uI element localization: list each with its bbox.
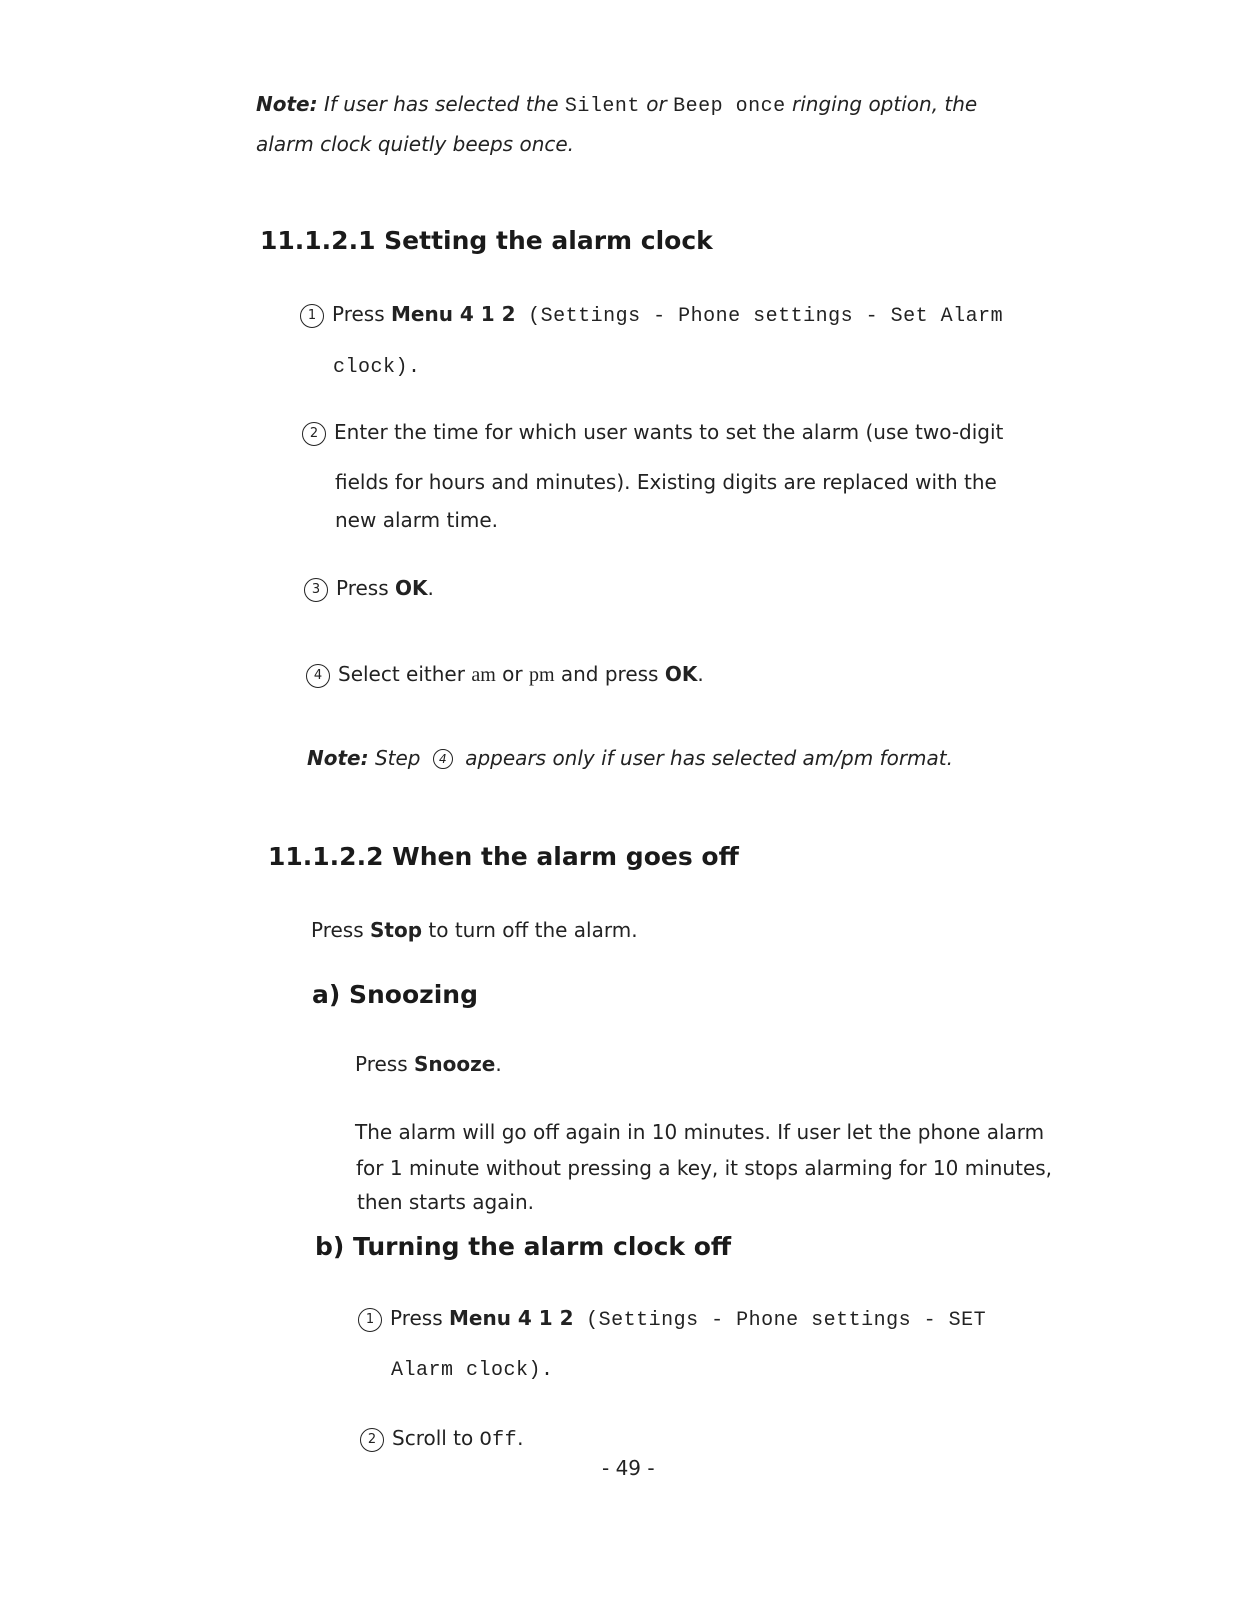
- note-label: Note:: [307, 746, 369, 770]
- pm-option: pm: [528, 664, 555, 686]
- step-number-3: 3: [304, 578, 328, 602]
- note-label: Note:: [256, 92, 318, 116]
- step-1: 1 Press Menu 4 1 2 (Settings - Phone settings - Set Alarm: [300, 296, 1003, 335]
- off-step-2: 2 Scroll to Off.: [360, 1420, 524, 1459]
- am-option: am: [471, 664, 496, 686]
- menu-path-continued: clock).: [333, 356, 421, 379]
- step-number-ref-4: 4: [433, 749, 453, 769]
- menu-key-sequence: Menu 4 1 2: [391, 302, 516, 326]
- step-number-1: 1: [300, 304, 324, 328]
- step-3: 3 Press OK.: [304, 570, 434, 606]
- page-number: - 49 -: [602, 1456, 655, 1480]
- step-number-2: 2: [302, 422, 326, 446]
- step-number-1: 1: [358, 1308, 382, 1332]
- subheading-snoozing: a) Snoozing: [312, 980, 478, 1009]
- note-step-4: Note: Step 4 appears only if user has selected am/pm format.: [307, 746, 953, 770]
- note-line-1: Note: If user has selected the Silent or Beep once ringing option, the: [256, 92, 978, 118]
- menu-path-continued: Alarm clock).: [391, 1359, 554, 1382]
- option-beep-once: Beep once: [673, 95, 786, 118]
- menu-key-sequence: Menu 4 1 2: [449, 1306, 574, 1330]
- section-heading-setting-alarm: 11.1.2.1 Setting the alarm clock: [260, 226, 713, 255]
- off-step-1: 1 Press Menu 4 1 2 (Settings - Phone settings - SET: [358, 1300, 986, 1339]
- snooze-paragraph-line-3: then starts again.: [357, 1190, 535, 1214]
- menu-path: (Settings - Phone settings - Set Alarm: [515, 305, 1004, 328]
- snooze-paragraph-line-1: The alarm will go off again in 10 minutes. If user let the phone alarm: [355, 1120, 1045, 1144]
- note-line-2: alarm clock quietly beeps once.: [256, 132, 575, 156]
- snooze-paragraph-line-2: for 1 minute without pressing a key, it stops alarming for 10 minutes,: [356, 1156, 1053, 1180]
- step-4: 4 Select either am or pm and press OK.: [306, 656, 704, 693]
- step-2-line-2: fields for hours and minutes). Existing digits are replaced with the: [335, 470, 997, 494]
- step-2-line-3: new alarm time.: [335, 508, 499, 532]
- section-heading-alarm-goes-off: 11.1.2.2 When the alarm goes off: [268, 842, 739, 871]
- step-2: 2 Enter the time for which user wants to set the alarm (use two-digit: [302, 414, 1003, 450]
- ok-key: OK: [664, 662, 698, 686]
- stop-instruction: Press Stop to turn off the alarm.: [311, 918, 638, 942]
- ok-key: OK: [395, 576, 428, 600]
- menu-path: (Settings - Phone settings - SET: [573, 1309, 987, 1332]
- option-silent: Silent: [564, 95, 640, 118]
- step-number-2: 2: [360, 1428, 384, 1452]
- snooze-instruction: Press Snooze.: [355, 1052, 502, 1076]
- subheading-turning-off: b) Turning the alarm clock off: [315, 1232, 732, 1261]
- off-option: Off: [479, 1429, 518, 1452]
- stop-key: Stop: [370, 918, 423, 942]
- snooze-key: Snooze: [414, 1052, 496, 1076]
- step-number-4: 4: [306, 664, 330, 688]
